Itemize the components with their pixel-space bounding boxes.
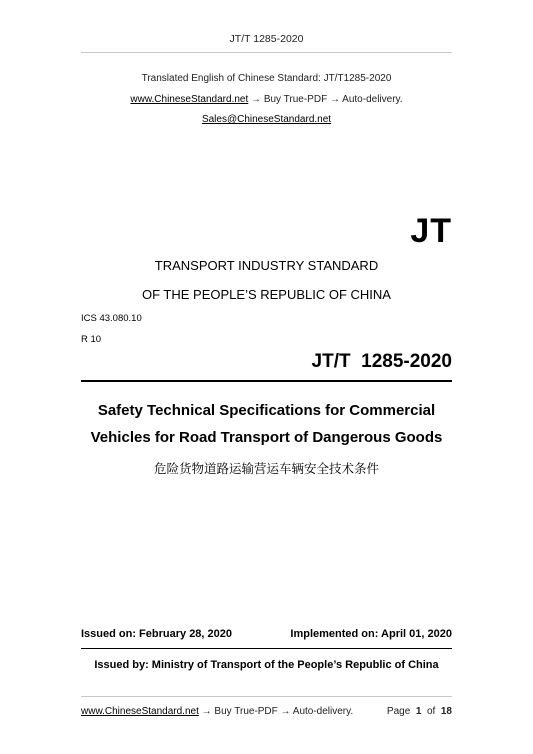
buy-text: → Buy True-PDF → Auto-delivery. <box>248 94 403 105</box>
footer-site-link[interactable]: www.ChineseStandard.net <box>81 706 199 717</box>
footer-buy-text: → Buy True-PDF → Auto-delivery. <box>198 706 354 717</box>
header-divider <box>81 52 452 53</box>
standard-code: JT/T 1285-2020 <box>311 351 452 372</box>
translation-notice: Translated English of Chinese Standard: JT/T1285-2020 <box>141 73 392 84</box>
page-label: Page <box>386 706 411 717</box>
title-chinese: 危险货物道路运输营运车辆安全技术条件 <box>153 461 379 476</box>
buy-line <box>0 94 533 105</box>
title-line-2: Vehicles for Road Transport of Dangerous Goods <box>90 429 443 446</box>
org-line-1: TRANSPORT INDUSTRY STANDARD <box>154 258 379 273</box>
issued-date: Issued on: February 28, 2020 <box>81 628 233 640</box>
footer-divider <box>81 696 452 697</box>
email-line <box>0 114 533 125</box>
jt-logo: JT <box>410 212 452 250</box>
running-header: JT/T 1285-2020 <box>229 33 304 45</box>
page-total: 18 <box>440 706 452 717</box>
code-divider <box>81 380 452 382</box>
issuer: Issued by: Ministry of Transport of the People’s Republic of China <box>94 659 439 671</box>
org-line-2: OF THE PEOPLE’S REPUBLIC OF CHINA <box>142 287 391 302</box>
implemented-date: Implemented on: April 01, 2020 <box>290 628 452 640</box>
email-link[interactable]: Sales@ChineseStandard.net <box>201 114 332 125</box>
dates-divider <box>81 648 452 649</box>
page-of: of <box>426 706 436 717</box>
footer-left <box>81 706 353 717</box>
r-code: R 10 <box>81 334 102 345</box>
ics-code: ICS 43.080.10 <box>81 313 142 324</box>
site-link[interactable]: www.ChineseStandard.net <box>130 94 249 105</box>
title-line-1: Safety Technical Specifications for Commercial <box>97 402 436 419</box>
page-current: 1 <box>415 706 422 717</box>
page-number <box>387 706 452 717</box>
